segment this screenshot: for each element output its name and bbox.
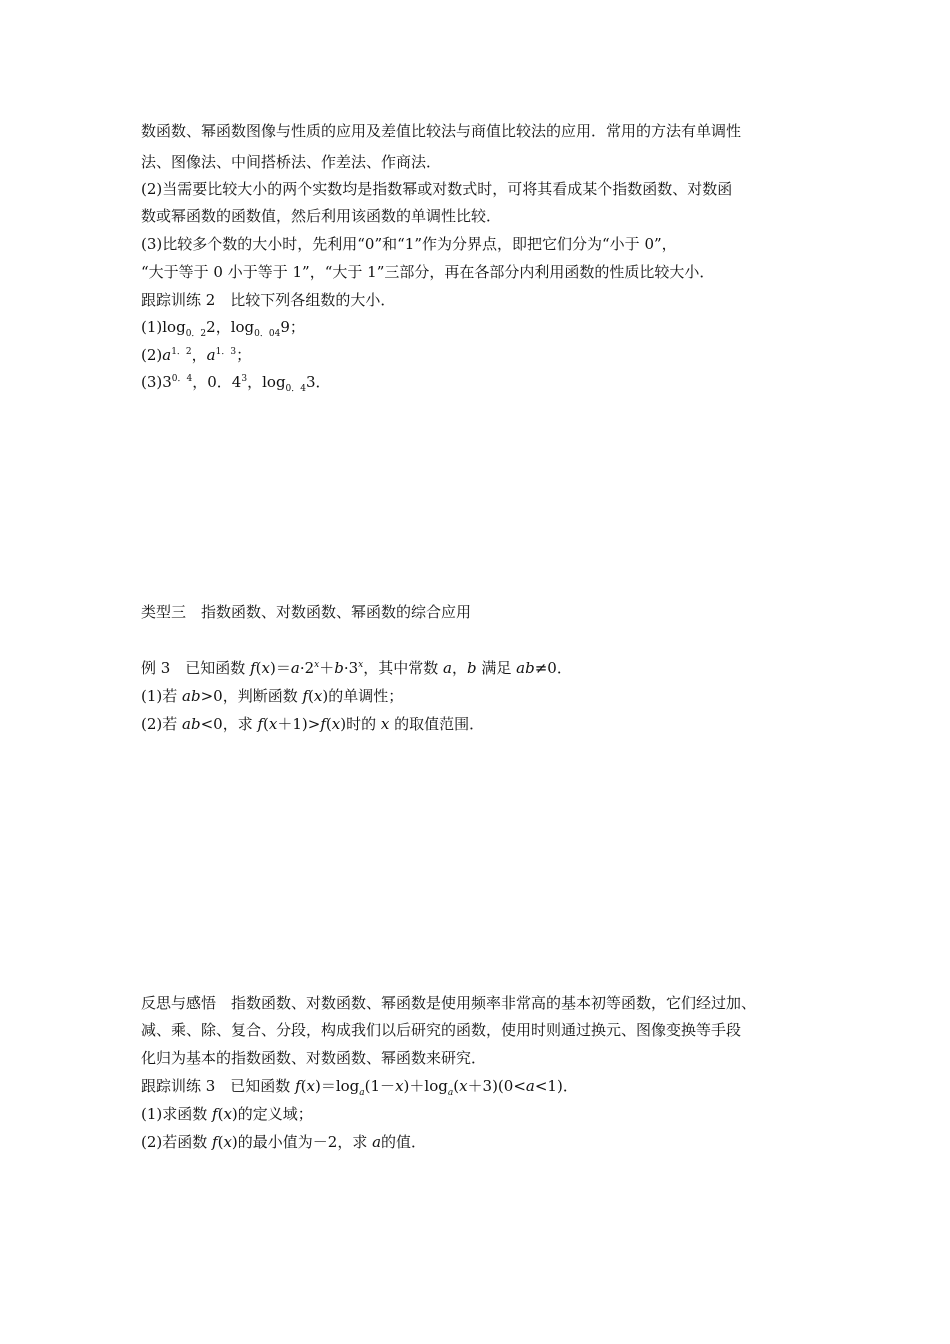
training-2-q3: $(3)3^{0.4}$，0．$4^3$，$\log_{0.4}3$． [141, 373, 331, 394]
paragraph-line: (2)当需要比较大小的两个实数均是指数幂或对数式时，可将其看成某个指数函数、对数函 [141, 180, 733, 198]
training-3-q2: (2)若函数 f(x)的最小值为－2，求 a的值． [141, 1133, 427, 1151]
training-2-q2: $(2)a^{1.2}$，$a^{1.3}$； [141, 346, 252, 364]
paragraph-line: (3)比较多个数的大小时，先利用“0”和“1”作为分界点，即把它们分为“小于 0”， [141, 235, 677, 253]
reflection-line: 反思与感悟 指数函数、对数函数、幂函数是使用频率非常高的基本初等函数，它们经过加、 [141, 994, 757, 1012]
training-2-title: 跟踪训练 2 比较下列各组数的大小． [141, 291, 396, 309]
paragraph-line: “大于等于 0 小于等于 1”，“大于 1”三部分，再在各部分内利用函数的性质比较大小． [141, 263, 715, 281]
paragraph-line: 数或幂函数的函数值，然后利用该函数的单调性比较． [141, 207, 502, 225]
paragraph-line: 法、图像法、中间搭桥法、作差法、作商法． [141, 153, 442, 171]
example-3-statement: 例 3 已知函数 $f(x)=a\cdot 2^x+b\cdot 3^x$，其中常数 a，b 满足 ab≠0． [141, 659, 572, 677]
reflection-line: 化归为基本的指数函数、对数函数、幂函数来研究． [141, 1049, 487, 1067]
example-3-q2: (2)若 ab<0，求 f(x＋1)>f(x)时的 x 的取值范围． [141, 715, 485, 733]
example-3-q1: (1)若 ab>0，判断函数 f(x)的单调性； [141, 687, 404, 705]
training-2-q1: $(1)\log_{0.2}2$，$\log_{0.04}9$； [141, 318, 305, 339]
reflection-line: 减、乘、除、复合、分段，构成我们以后研究的函数，使用时则通过换元、图像变换等手段 [141, 1021, 742, 1039]
section-heading: 类型三 指数函数、对数函数、幂函数的综合应用 [141, 603, 472, 621]
training-3-q1: (1)求函数 f(x)的定义域； [141, 1105, 313, 1123]
training-3-statement: 跟踪训练 3 已知函数 $f(x)=\log_a(1-x)+\log_a(x+3)(0<a<1)$． [141, 1077, 578, 1098]
paragraph-line: 数函数、幂函数图像与性质的应用及差值比较法与商值比较法的应用．常用的方法有单调性 [141, 122, 742, 140]
